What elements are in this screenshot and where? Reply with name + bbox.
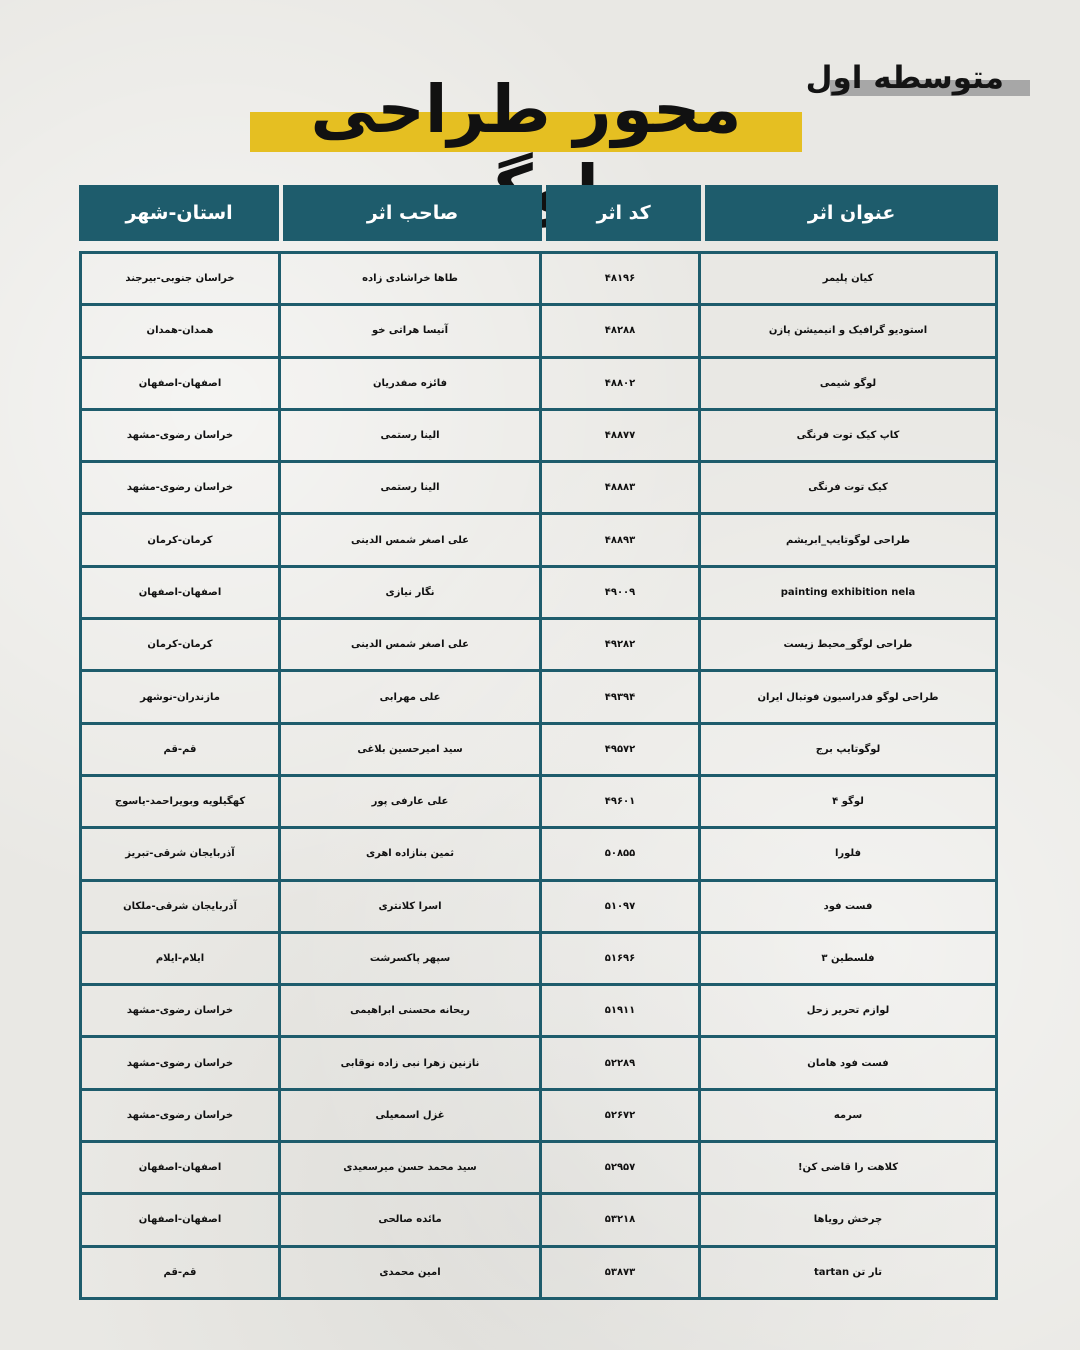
cell-owner: نازنین زهرا نبی زاده نوقابی xyxy=(278,1038,539,1087)
cell-code: ۴۹۳۹۴ xyxy=(539,672,698,721)
column-header-owner: صاحب اثر xyxy=(283,185,542,241)
cell-owner: علی اصغر شمس الدینی xyxy=(278,515,539,564)
cell-owner: غزل اسمعیلی xyxy=(278,1091,539,1140)
cell-title: فست فود xyxy=(698,882,995,931)
table-row xyxy=(82,1091,995,1143)
cell-title: طراحی لوگو_محیط زیست xyxy=(698,620,995,669)
cell-city: مازندران-نوشهر xyxy=(140,691,220,703)
table-row xyxy=(82,1248,995,1297)
cell-title: استودیو گرافیک و انیمیشن پازن xyxy=(698,306,995,355)
cell-title: طراحی لوگو فدراسیون فوتبال ایران xyxy=(698,672,995,721)
page-title: محور طراحی xyxy=(310,71,742,148)
cell-code: ۴۹۰۰۹ xyxy=(539,568,698,617)
cell-city: خراسان رضوی-مشهد xyxy=(126,1109,234,1121)
table-body xyxy=(79,251,998,1300)
cell-city: کرمان-کرمان xyxy=(147,534,213,546)
level-tag xyxy=(805,60,1030,100)
cell-owner: اسرا کلانتری xyxy=(278,882,539,931)
cell-owner: مائده صالحی xyxy=(278,1195,539,1244)
cell-owner: علی عارفی پور xyxy=(278,777,539,826)
cell-title: لوگو شیمی xyxy=(698,359,995,408)
table-row xyxy=(82,359,995,411)
cell-title: لوازم تحریر زحل xyxy=(698,986,995,1035)
cell-code: ۵۱۰۹۷ xyxy=(539,882,698,931)
cell-title: لوگوتایپ برج xyxy=(698,725,995,774)
cell-code: ۵۱۶۹۶ xyxy=(539,934,698,983)
cell-title: painting exhibition nela xyxy=(698,568,995,617)
table-row xyxy=(82,725,995,777)
cell-owner: علی اصغر شمس الدینی xyxy=(278,620,539,669)
table-row xyxy=(82,463,995,515)
table-row xyxy=(82,829,995,881)
cell-title: کیک توت فرنگی xyxy=(698,463,995,512)
table-row xyxy=(82,986,995,1038)
cell-city: کرمان-کرمان xyxy=(147,639,213,651)
table-row xyxy=(82,515,995,567)
cell-city: اصفهان-اصفهان xyxy=(138,1214,222,1226)
table-row xyxy=(82,1143,995,1195)
table-row xyxy=(82,672,995,724)
table-row xyxy=(82,934,995,986)
cell-code: ۵۲۶۷۲ xyxy=(539,1091,698,1140)
cell-code: ۴۸۸۷۷ xyxy=(539,411,698,460)
cell-title: چرخش رویاها xyxy=(698,1195,995,1244)
cell-city: اصفهان-اصفهان xyxy=(138,586,222,598)
cell-title: کیان پلیمر xyxy=(698,254,995,303)
cell-code: ۴۸۸۰۲ xyxy=(539,359,698,408)
cell-title: فست فود هامان xyxy=(698,1038,995,1087)
cell-code: ۴۸۲۸۸ xyxy=(539,306,698,355)
cell-title: کلاهت را قاضی کن! xyxy=(698,1143,995,1192)
cell-title: کاپ کیک توت فرنگی xyxy=(698,411,995,460)
cell-city: اصفهان-اصفهان xyxy=(138,1162,222,1174)
cell-title: فلسطین ۳ xyxy=(698,934,995,983)
cell-code: ۴۹۲۸۲ xyxy=(539,620,698,669)
cell-code: ۵۲۲۸۹ xyxy=(539,1038,698,1087)
cell-code: ۴۸۱۹۶ xyxy=(539,254,698,303)
cell-city: خراسان رضوی-مشهد xyxy=(126,482,234,494)
cell-code: ۴۹۶۰۱ xyxy=(539,777,698,826)
cell-city: آذربایجان شرقی-ملکان xyxy=(123,900,237,912)
cell-title: تار تن tartan xyxy=(698,1248,995,1297)
title-block xyxy=(250,70,802,154)
cell-city: خراسان رضوی-مشهد xyxy=(126,430,234,442)
table-row xyxy=(82,777,995,829)
cell-code: ۵۰۸۵۵ xyxy=(539,829,698,878)
table-row xyxy=(82,568,995,620)
table-row xyxy=(82,1195,995,1247)
level-label: متوسطه اول xyxy=(805,60,1004,96)
cell-city: قم-قم xyxy=(163,1266,197,1278)
table-row xyxy=(82,882,995,934)
cell-title: فلورا xyxy=(698,829,995,878)
cell-code: ۴۸۸۸۳ xyxy=(539,463,698,512)
entries-table xyxy=(79,185,998,1300)
column-header-code: کد اثر xyxy=(546,185,701,241)
cell-owner: سید امیرحسین بلاغی xyxy=(278,725,539,774)
cell-owner: الینا رستمی xyxy=(278,411,539,460)
table-row xyxy=(82,1038,995,1090)
cell-owner: ریحانه محسنی ابراهیمی xyxy=(278,986,539,1035)
cell-owner: امین محمدی xyxy=(278,1248,539,1297)
cell-city: خراسان جنوبی-بیرجند xyxy=(125,273,235,285)
column-header-city: استان-شهر xyxy=(79,185,279,241)
cell-owner: آنیسا هراتی خو xyxy=(278,306,539,355)
cell-city: آذربایجان شرقی-تبریز xyxy=(125,848,235,860)
table-row xyxy=(82,306,995,358)
cell-city: قم-قم xyxy=(163,743,197,755)
cell-code: ۴۸۸۹۳ xyxy=(539,515,698,564)
cell-code: ۴۹۵۷۲ xyxy=(539,725,698,774)
cell-owner: الینا رستمی xyxy=(278,463,539,512)
cell-title: لوگو ۴ xyxy=(698,777,995,826)
cell-city: خراسان رضوی-مشهد xyxy=(126,1057,234,1069)
cell-city: همدان-همدان xyxy=(146,325,214,337)
cell-owner: نگار نیازی xyxy=(278,568,539,617)
cell-city: ایلام-ایلام xyxy=(155,953,205,964)
cell-owner: علی مهرابی xyxy=(278,672,539,721)
column-header-title: عنوان اثر xyxy=(705,185,998,241)
table-row xyxy=(82,254,995,306)
cell-city: کهگیلویه وبویراحمد-یاسوج xyxy=(114,796,246,808)
cell-owner: فائزه صفدریان xyxy=(278,359,539,408)
cell-city: خراسان رضوی-مشهد xyxy=(126,1005,234,1017)
table-row xyxy=(82,411,995,463)
cell-code: ۵۳۸۷۳ xyxy=(539,1248,698,1297)
table-row xyxy=(82,620,995,672)
cell-owner: ثمین بنازاده اهری xyxy=(278,829,539,878)
cell-title: سرمه xyxy=(698,1091,995,1140)
cell-city: اصفهان-اصفهان xyxy=(138,377,222,389)
cell-code: ۵۳۲۱۸ xyxy=(539,1195,698,1244)
cell-code: ۵۱۹۱۱ xyxy=(539,986,698,1035)
cell-title: طراحی لوگوتایپ_ابریشم xyxy=(698,515,995,564)
cell-owner: سید محمد حسن میرسعیدی xyxy=(278,1143,539,1192)
cell-owner: سپهر پاکسرشت xyxy=(278,934,539,983)
cell-code: ۵۲۹۵۷ xyxy=(539,1143,698,1192)
cell-owner: طاها خراشادی زاده xyxy=(278,254,539,303)
table-header xyxy=(79,185,998,241)
